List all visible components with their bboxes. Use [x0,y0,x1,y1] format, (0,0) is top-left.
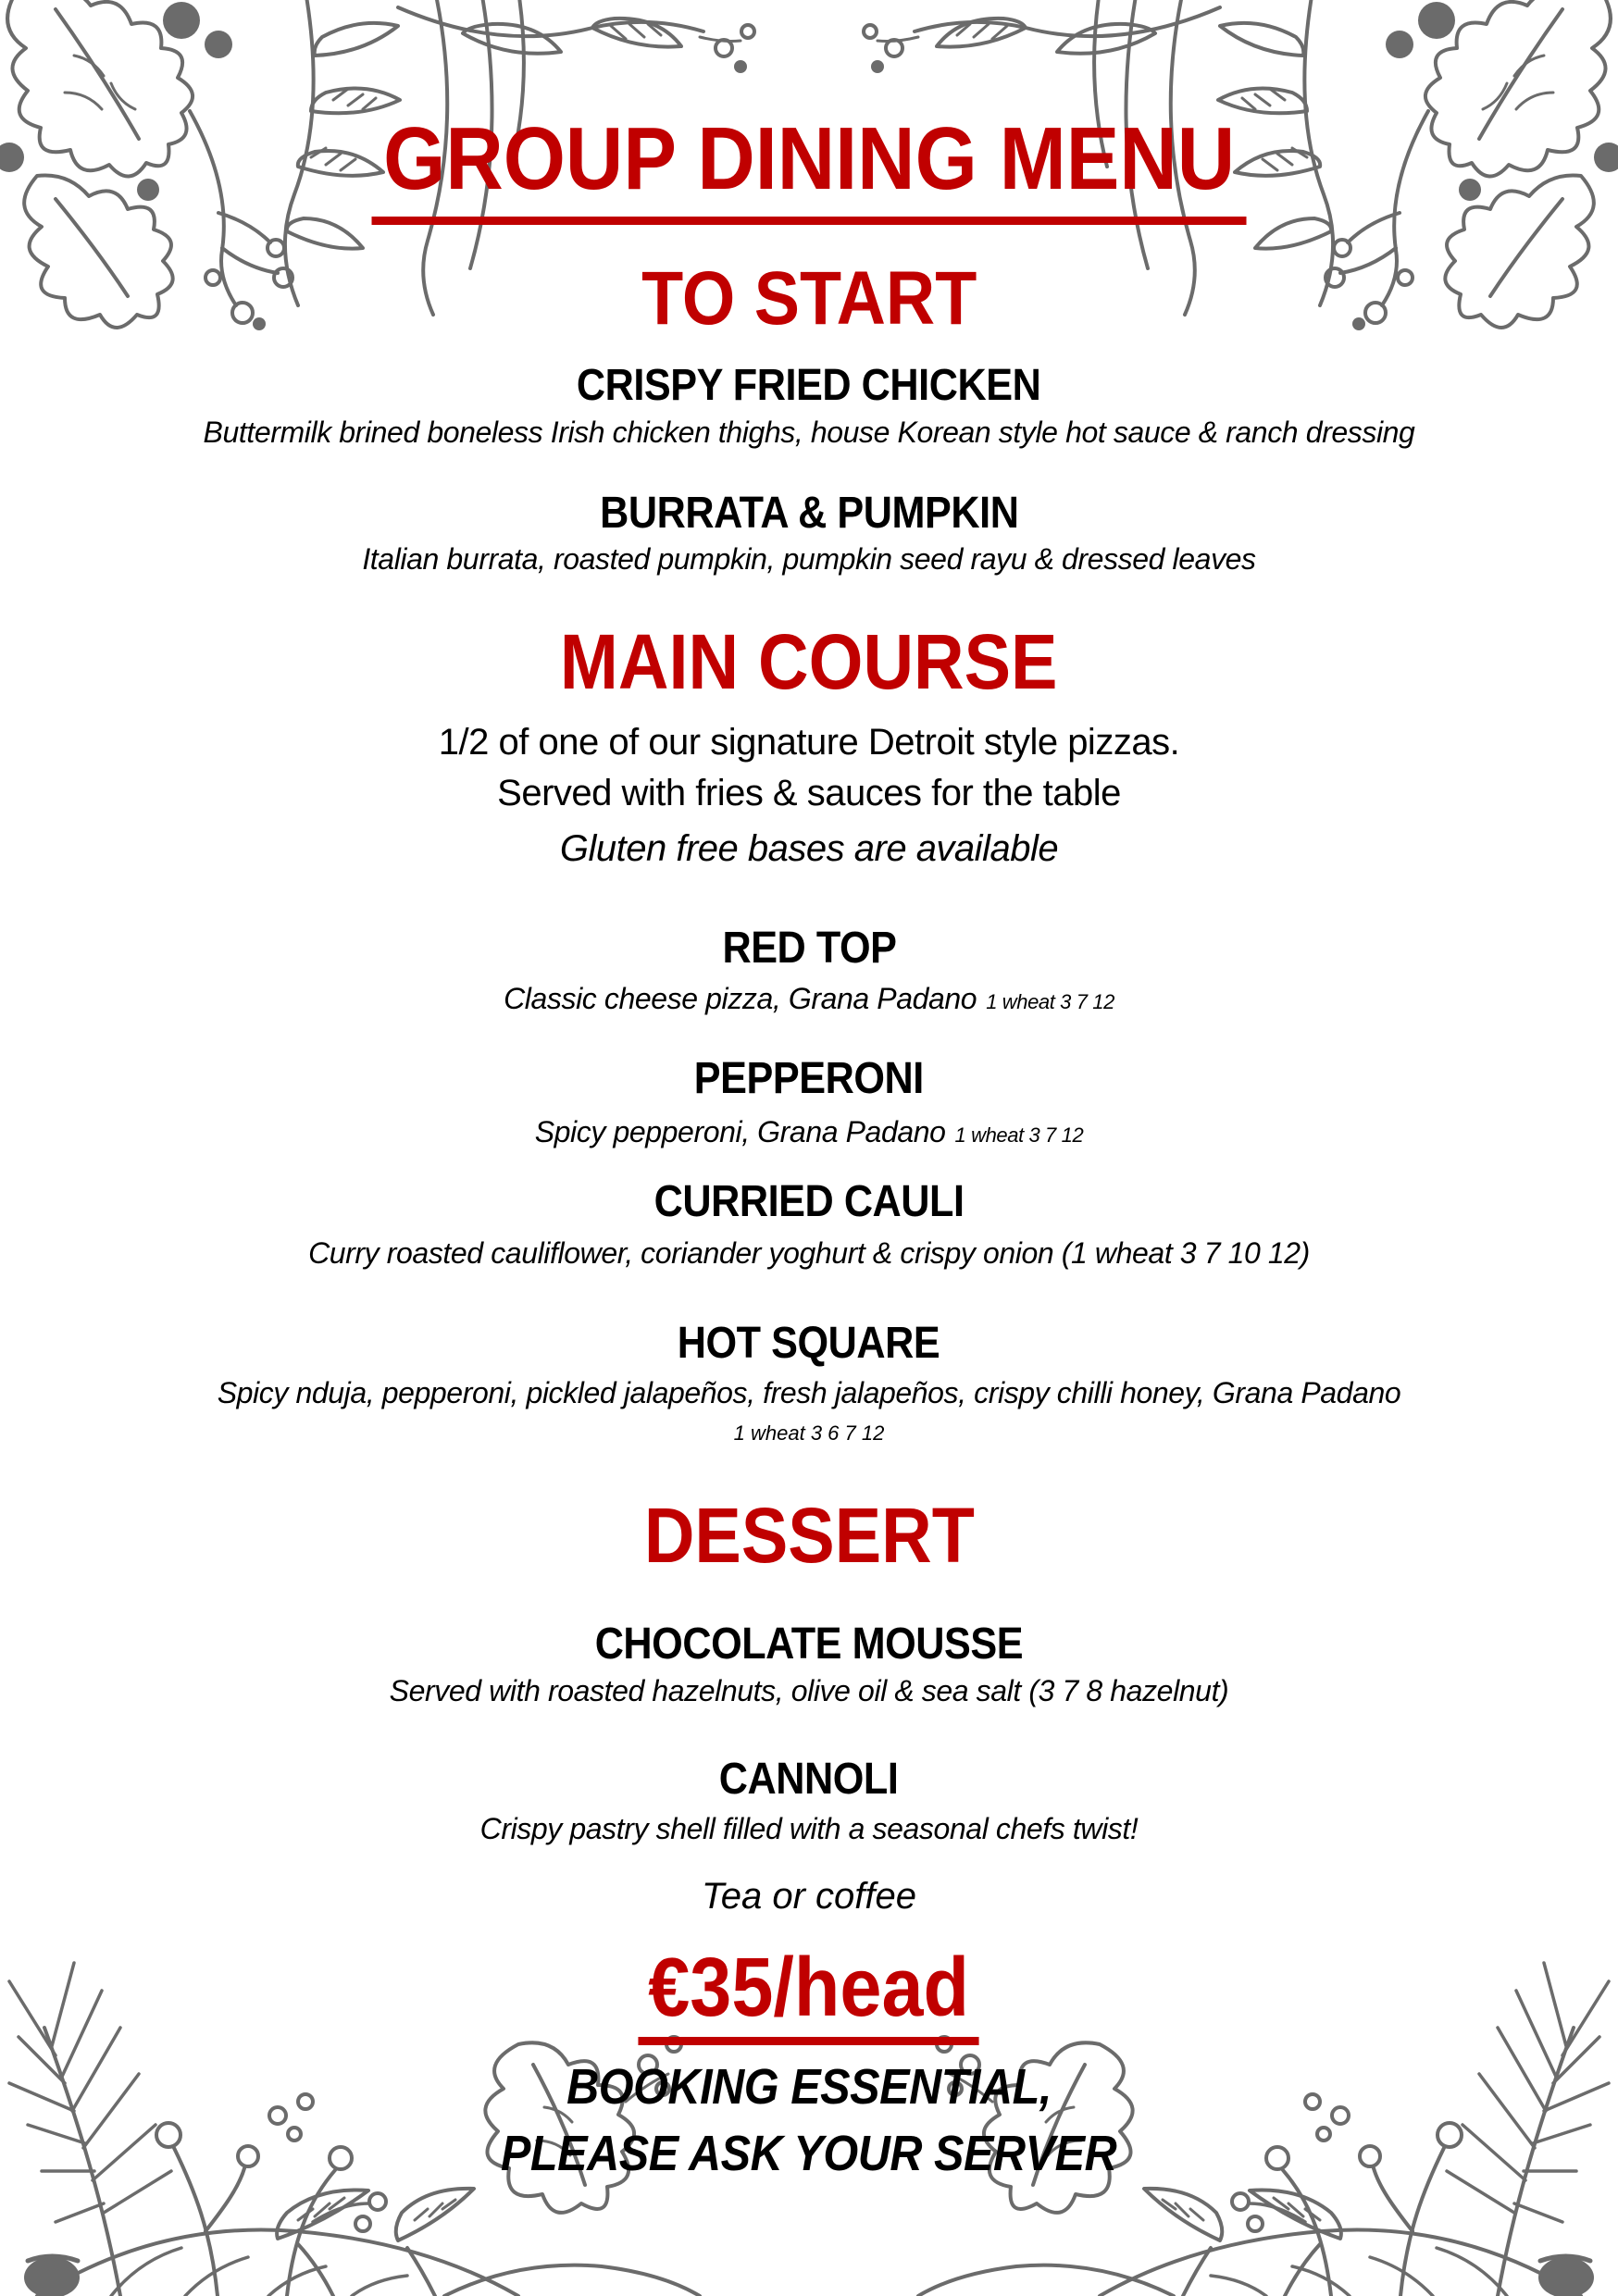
dish-name-curried-cauli: CURRIED CAULI [653,1177,965,1226]
main-course-intro-line-1: 1/2 of one of our signature Detroit style pizzas. [438,722,1180,763]
tea-or-coffee-note: Tea or coffee [701,1876,916,1917]
price-per-head: €35/head [0,1946,1618,2045]
dish-name-hot-square: HOT SQUARE [678,1319,940,1368]
main-course-intro-line-3: Gluten free bases are available [559,828,1059,869]
page-title [0,109,1618,225]
dish-name-chocolate-mousse: CHOCOLATE MOUSSE [594,1620,1024,1669]
section-heading-dessert: DESSERT [643,1492,975,1579]
allergen-note-red-top: 1 wheat 3 7 12 [986,990,1114,1013]
dish-description-cannoli: Crispy pastry shell filled with a seasonal chefs twist! [479,1812,1139,1845]
dish-description-chocolate-mousse: Served with roasted hazelnuts, olive oil & sea salt (3 7 8 hazelnut) [389,1674,1229,1707]
allergen-note-hot-square: 1 wheat 3 6 7 12 [733,1421,885,1445]
section-heading-to-start: TO START [641,256,977,341]
dish-description-red-top: Classic cheese pizza, Grana Padano 1 wheat 3 7 12 [504,982,1114,1015]
allergen-note-pepperoni: 1 wheat 3 7 12 [954,1123,1084,1147]
dish-name-cannoli: CANNOLI [719,1755,899,1804]
section-heading-main-course: MAIN COURSE [560,618,1058,705]
dish-description-curried-cauli: Curry roasted cauliflower, coriander yoghurt & crispy onion (1 wheat 3 7 10 12) [308,1236,1310,1270]
dish-description-pepperoni: Spicy pepperoni, Grana Padano 1 wheat 3 7 12 [534,1115,1084,1148]
booking-note-line-2: PLEASE ASK YOUR SERVER [501,2126,1117,2181]
dish-name-pepperoni: PEPPERONI [693,1054,925,1103]
page-title-text: GROUP DINING MENU [371,115,1246,225]
dish-description-crispy-fried-chicken: Buttermilk brined boneless Irish chicken thighs, house Korean style hot sauce & ranch dressing [203,416,1415,449]
dish-name-burrata-pumpkin: BURRATA & PUMPKIN [599,489,1019,538]
main-course-intro-line-2: Served with fries & sauces for the table [497,773,1121,813]
dish-description-hot-square: Spicy nduja, pepperoni, pickled jalapeños, fresh jalapeños, crispy chilli honey, Grana Padano [217,1376,1401,1409]
booking-note-line-1: BOOKING ESSENTIAL, [566,2059,1052,2115]
dish-name-crispy-fried-chicken: CRISPY FRIED CHICKEN [577,361,1041,410]
dish-name-red-top: RED TOP [721,924,897,973]
dish-description-burrata-pumpkin: Italian burrata, roasted pumpkin, pumpkin seed rayu & dressed leaves [362,542,1256,576]
